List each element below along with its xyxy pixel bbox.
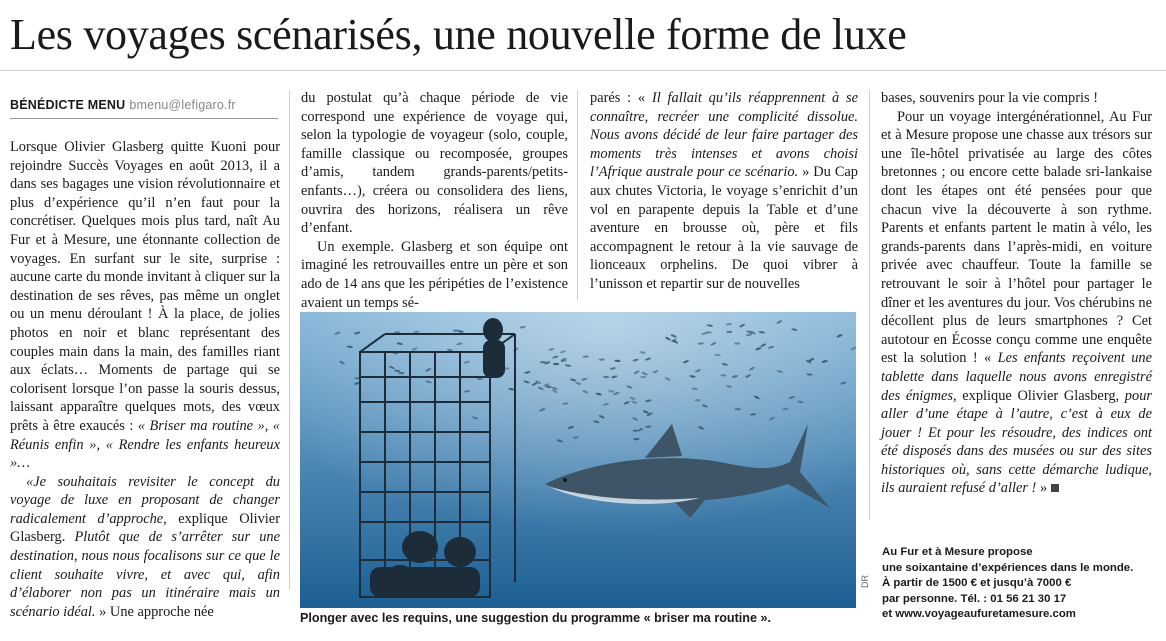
- shark-dive-photo: [300, 312, 856, 608]
- headline: Les voyages scénarisés, une nouvelle forme de luxe: [10, 10, 907, 59]
- byline-rule: [10, 118, 278, 119]
- column-divider-1: [289, 90, 290, 590]
- article-paragraph: [881, 108, 1152, 498]
- quote-text: pour aller d’une étape à l’autre, c’est à eux de jouer ! Et pour les résoudre, des indices ont été disposés dans des musées ou sur des sites historiques où, sans cette démarche ludique, ils auraient refusé d’aller !: [881, 387, 1152, 497]
- body-text: » Une approche née: [95, 603, 214, 620]
- header-divider: [0, 70, 1166, 71]
- body-text: explique Olivier Glasberg.: [10, 510, 280, 546]
- body-text: bases, souvenirs pour la vie compris !: [881, 90, 1099, 106]
- article-paragraph: [301, 238, 568, 312]
- column-divider-2: [577, 90, 578, 300]
- article-paragraph: [590, 89, 858, 294]
- article-column-3: [590, 89, 858, 294]
- article-paragraph: [301, 89, 568, 238]
- body-text: Lorsque Olivier Glasberg quitte Kuoni pour rejoindre Succès Voyages en août 2013, il a dans ses bagages une vision révolutionnaire et plus d’expérience qu’il n’en faut pour la concrétiser. Quelques mois plus tard, naît Au Fur et à Mesure, une étonnante collection de voyages. En surfant sur le site, surprise : aucune carte du monde invitant à cliquer sur la destination de ses rêves, pas même un onglet ou un menu déroulant ! À la place, de jolies photos en noir et blanc représentant des couples main dans la main, des familles riant aux éclats… Moments de partage qui se colorisent lorsque l’on passe la souris dessus, laissant apparaître quelques mots, des vœux prêts à être exaucés :: [10, 139, 280, 434]
- end-mark-icon: [1051, 484, 1059, 492]
- info-box: [882, 545, 1162, 623]
- info-line: par personne. Tél. : 01 56 21 30 17: [882, 592, 1067, 605]
- article-column-2: [301, 89, 568, 312]
- body-text: parés : «: [590, 90, 652, 106]
- column-divider-3: [869, 90, 870, 520]
- info-line: une soixantaine d’expériences dans le monde.: [882, 561, 1134, 574]
- info-line: Au Fur et à Mesure propose: [882, 546, 1033, 558]
- quote-text: Les enfants reçoivent une tablette dans laquelle nous avons enregistré des énigmes,: [881, 350, 1152, 404]
- info-line[interactable]: et www.voyageaufuretamesure.com: [882, 608, 1076, 621]
- quote-text: Plutôt que de s’arrêter sur une destination, nous nous focalisons sur ce que le client souhaite vivre, et avec qui, afin d’élaborer non pas un itinéraire mais un scénario idéal.: [10, 529, 281, 620]
- photo-caption: Plonger avec les requins, une suggestion du programme « briser ma routine ».: [300, 611, 771, 625]
- quote-text: Il fallait qu’ils réapprennent à se connaître, recréer une complicité dissolue. Nous avons décidé de leur faire partager des moments très intenses et avons choisi l’Afrique australe pour ce scénario.: [590, 90, 858, 181]
- quote-text: « Briser ma routine », « Réunis enfin », « Rendre les enfants heureux »…: [10, 417, 280, 472]
- body-text: explique Olivier Glasberg,: [956, 387, 1125, 404]
- body-text: du postulat qu’à chaque période de vie correspond une expérience de voyage qui, selon la typologie de voyageur (solo, couple, famille classique ou recomposée, groupes d’amis, tandem grands-parents/petits-enfants…), créera ou consolidera des liens, ouvrira des horizons, réalisera un rêve d’enfant.: [301, 90, 568, 237]
- info-line: À partir de 1500 € et jusqu’à 7000 €: [882, 577, 1072, 590]
- article-column-1: [10, 138, 280, 621]
- quote-text: «Je souhaitais revisiter le concept du voyage de luxe en proposant de changer radicalement d’approche,: [10, 473, 280, 527]
- body-text: Un exemple. Glasberg et son équipe ont imaginé les retrouvailles entre un père et son ado de 14 ans que les péripéties de l’existence avaient un temps sé-: [301, 238, 568, 311]
- article-paragraph: [881, 89, 1152, 108]
- byline: [10, 98, 280, 112]
- body-text: Pour un voyage intergénérationnel, Au Fur et à Mesure propose une chasse aux trésors sur une île-hôtel privatisée au large des côtes bretonnes ; ou encore cette balade sri-lankaise dont les étapes ont été pensées pour que chacun vive la découverte à son rythme. Parents et enfants partent le matin à vélo, les grands-parents dans l’après-midi, en voiture privée avec chauffeur. Toute la famille se retrouvant le soir à l’hôtel pour partager le dîner et les aventures du jour. Vos chérubins ne décollent plus de leurs smartphones ? Cet autotour en Écosse conçu comme une enquête est la solution ! «: [881, 108, 1152, 367]
- article-paragraph: [10, 138, 280, 473]
- shark-cage-dive-illustration: [300, 312, 856, 608]
- article-paragraph: [10, 473, 280, 622]
- author-email[interactable]: bmenu@lefigaro.fr: [129, 98, 236, 112]
- photo-credit: DR: [860, 575, 870, 588]
- author-name: BÉNÉDICTE MENU: [10, 98, 126, 112]
- body-text: »: [1036, 480, 1048, 497]
- article-column-4: [881, 89, 1152, 498]
- body-text: » Du Cap aux chutes Victoria, le voyage s’enrichit d’un vol en parapente depuis la Table et d’une aventure en brousse où, père et fils accompagnent le retour à la vie sauvage de lionceaux orphelins. De quoi vibrer à l’unisson et repartir sur de nouvelles: [590, 164, 858, 292]
- fish: [720, 374, 726, 376]
